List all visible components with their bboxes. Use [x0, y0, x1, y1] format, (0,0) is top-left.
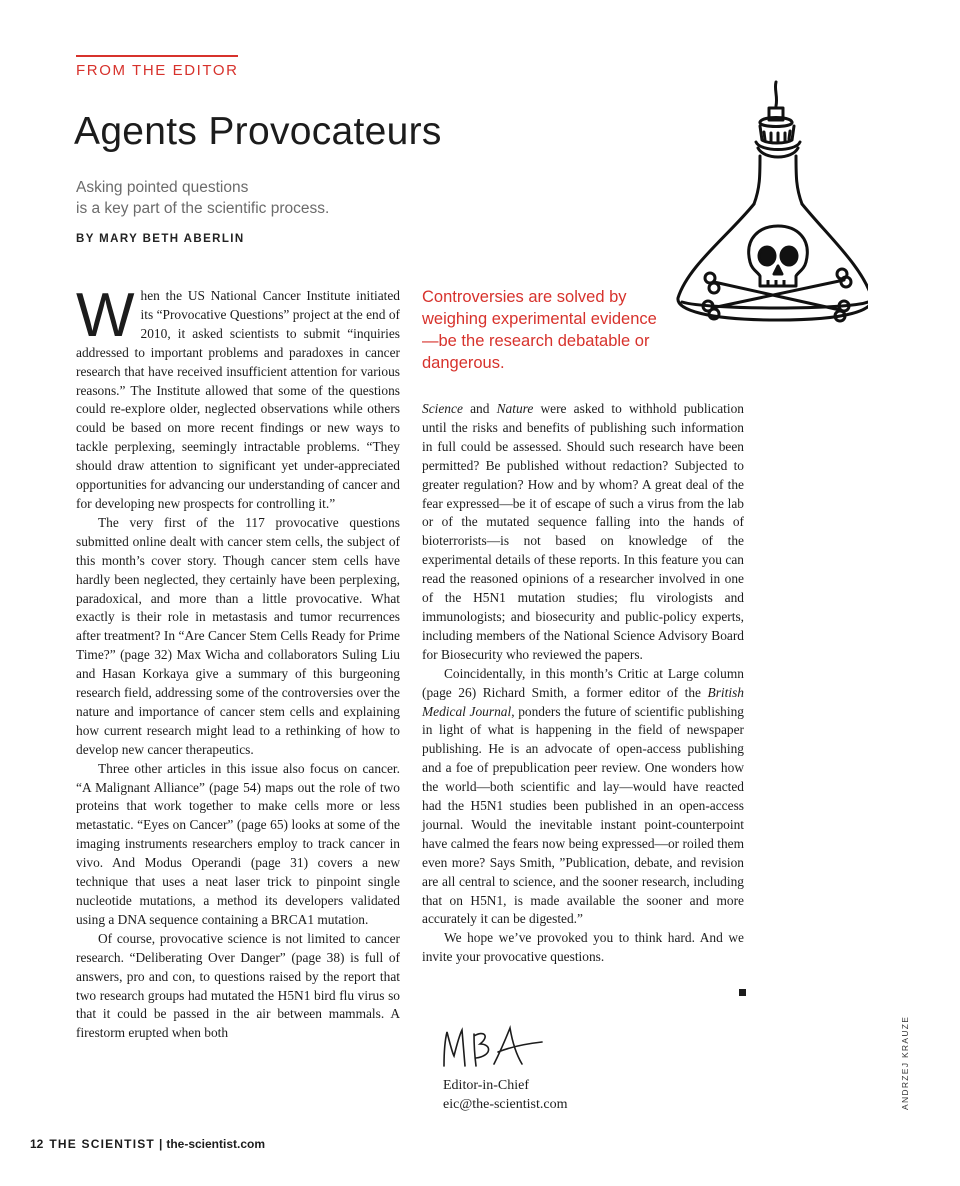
body-column-right [422, 400, 744, 967]
dek-line-1: Asking pointed questions [76, 179, 249, 196]
body-paragraph [422, 665, 744, 930]
journal-name-italic: British Medical Journal [422, 684, 744, 719]
page-number: 12 [30, 1137, 44, 1151]
article-title: Agents Provocateurs [74, 110, 442, 153]
byline: BY MARY BETH ABERLIN [76, 233, 245, 245]
signature-icon [438, 1022, 548, 1072]
body-paragraph: We hope we’ve provoked you to think hard. And we invite your provocative questions. [422, 930, 744, 965]
page-footer [30, 1137, 265, 1151]
section-rule [76, 55, 238, 57]
body-paragraph: Of course, provocative science is not limited to cancer research. “Deliberating Over Danger” (page 38) is full of answers, pro and con, to questions raised by the report that two research groups had mutated the H5N1 bird flu virus so that it could be passed in the air between mammals. A firestorm erupted when both [76, 930, 400, 1041]
body-column-left [76, 281, 400, 1043]
drop-cap: W [76, 281, 135, 350]
poison-flask-icon [668, 76, 868, 336]
end-of-article-mark [739, 989, 746, 996]
body-paragraph: Three other articles in this issue also focus on cancer. “A Malignant Alliance” (page 54) maps out the role of two proteins that work together to make cells more or less metastatic. “Eyes on Cancer” (page 65) looks at some of the imaging instruments researchers employ to track cancer in vivo. And Modus Operandi (page 31) covers a new technique that uses a neat laser trick to pinpoint single nucleotide mutations, a method its developers validated using a DNA sequence containing a BRCA1 mutation. [76, 760, 400, 927]
signature-title: Editor-in-Chief [443, 1078, 530, 1093]
footer-url: the-scientist.com [166, 1137, 266, 1151]
journal-name-italic: Science [422, 401, 463, 416]
body-paragraph [422, 400, 744, 665]
section-label: FROM THE EDITOR [76, 62, 239, 79]
paragraph-text: , ponders the future of scientific publishing in light of what is happening in the field of newspaper publishing. He is an advocate of open-access publishing and a foe of prepublication peer review. One wonders how the world—both scientific and lay—would have reacted had the H5N1 studies been published in an open-access journal. Would the inevitable instant point-counterpoint have calmed the fears now being expressed—or roiled them even more? Says Smith, ”Publication, debate, and revision are all central to science, and the sooner research, including that on H5N1, is made available the sooner and more accurately it can be digested.” [422, 703, 744, 927]
footer-separator: | [158, 1137, 163, 1151]
signature-email: eic@the-scientist.com [443, 1097, 568, 1112]
body-paragraph: The very first of the 117 provocative questions submitted online dealt with cancer stem cells, the subject of this month’s cover story. Though cancer stem cells have hardly been neglected, they certainly have been perplexing, paradoxical, and more than a little provocative. What exactly is their role in metastasis and tumor recurrences after treatment? In “Are Cancer Stem Cells Ready for Prime Time?” (page 32) Max Wicha and collaborators Suling Liu and Hasan Korkaya give a summary of this burgeoning research field, addressing some of the controversies over the nature and importance of cancer stem cells and explaining how current research might lead to a rethinking of how to develop new cancer therapeutics. [76, 514, 400, 757]
magazine-name: THE SCIENTIST [49, 1137, 155, 1151]
dek-line-2: is a key part of the scientific process. [76, 200, 330, 217]
journal-name-italic: Nature [496, 401, 534, 416]
body-paragraph [76, 281, 400, 514]
paragraph-text: were asked to withhold publication until the risks and benefits of publishing such information in full could be assessed. Should such research have been permitted? Be published without redaction? Subjected to greater regulation? How and by whom? A great deal of the fear expressed—be it of escape of such a virus from the lab or of the mutated sequence falling into the hands of bioterrorists—is not based on knowledge of the experimental details of these reports. In this feature you can read the reasoned opinions of a researcher involved in one of the H5N1 mutation studies; flu virologists and immunologists; and biosecurity and public-policy experts, including members of the National Science Advisory Board for Biosecurity who reviewed the papers. [422, 401, 744, 662]
paragraph-text: and [462, 401, 497, 416]
illustration-credit: ANDRZEJ KRAUZE [900, 1015, 910, 1110]
paragraph-text: hen the US National Cancer Institute initiated its “Provocative Questions” project at the end of 2010, it asked scientists to submit “inquiries addressed to important problems and paradoxes in cancer research that have received insufficient attention for various reasons.” The Institute allowed that some of the questions could re-explore older, neglected observations while others could be based on more recent findings or new ways to tackle perplexing, seemingly intractable problems. “They should draw attention to significant yet under-appreciated opportunities for advancing our understanding of cancer and for developing new prospects for controlling it.” [76, 288, 400, 511]
paragraph-text: Coincidentally, in this month’s Critic at Large column (page 26) Richard Smith, a former editor of the [422, 665, 744, 700]
article-dek [76, 177, 396, 219]
pull-quote: Controversies are solved by weighing experimental evidence—be the research debatable or dangerous. [422, 288, 657, 372]
